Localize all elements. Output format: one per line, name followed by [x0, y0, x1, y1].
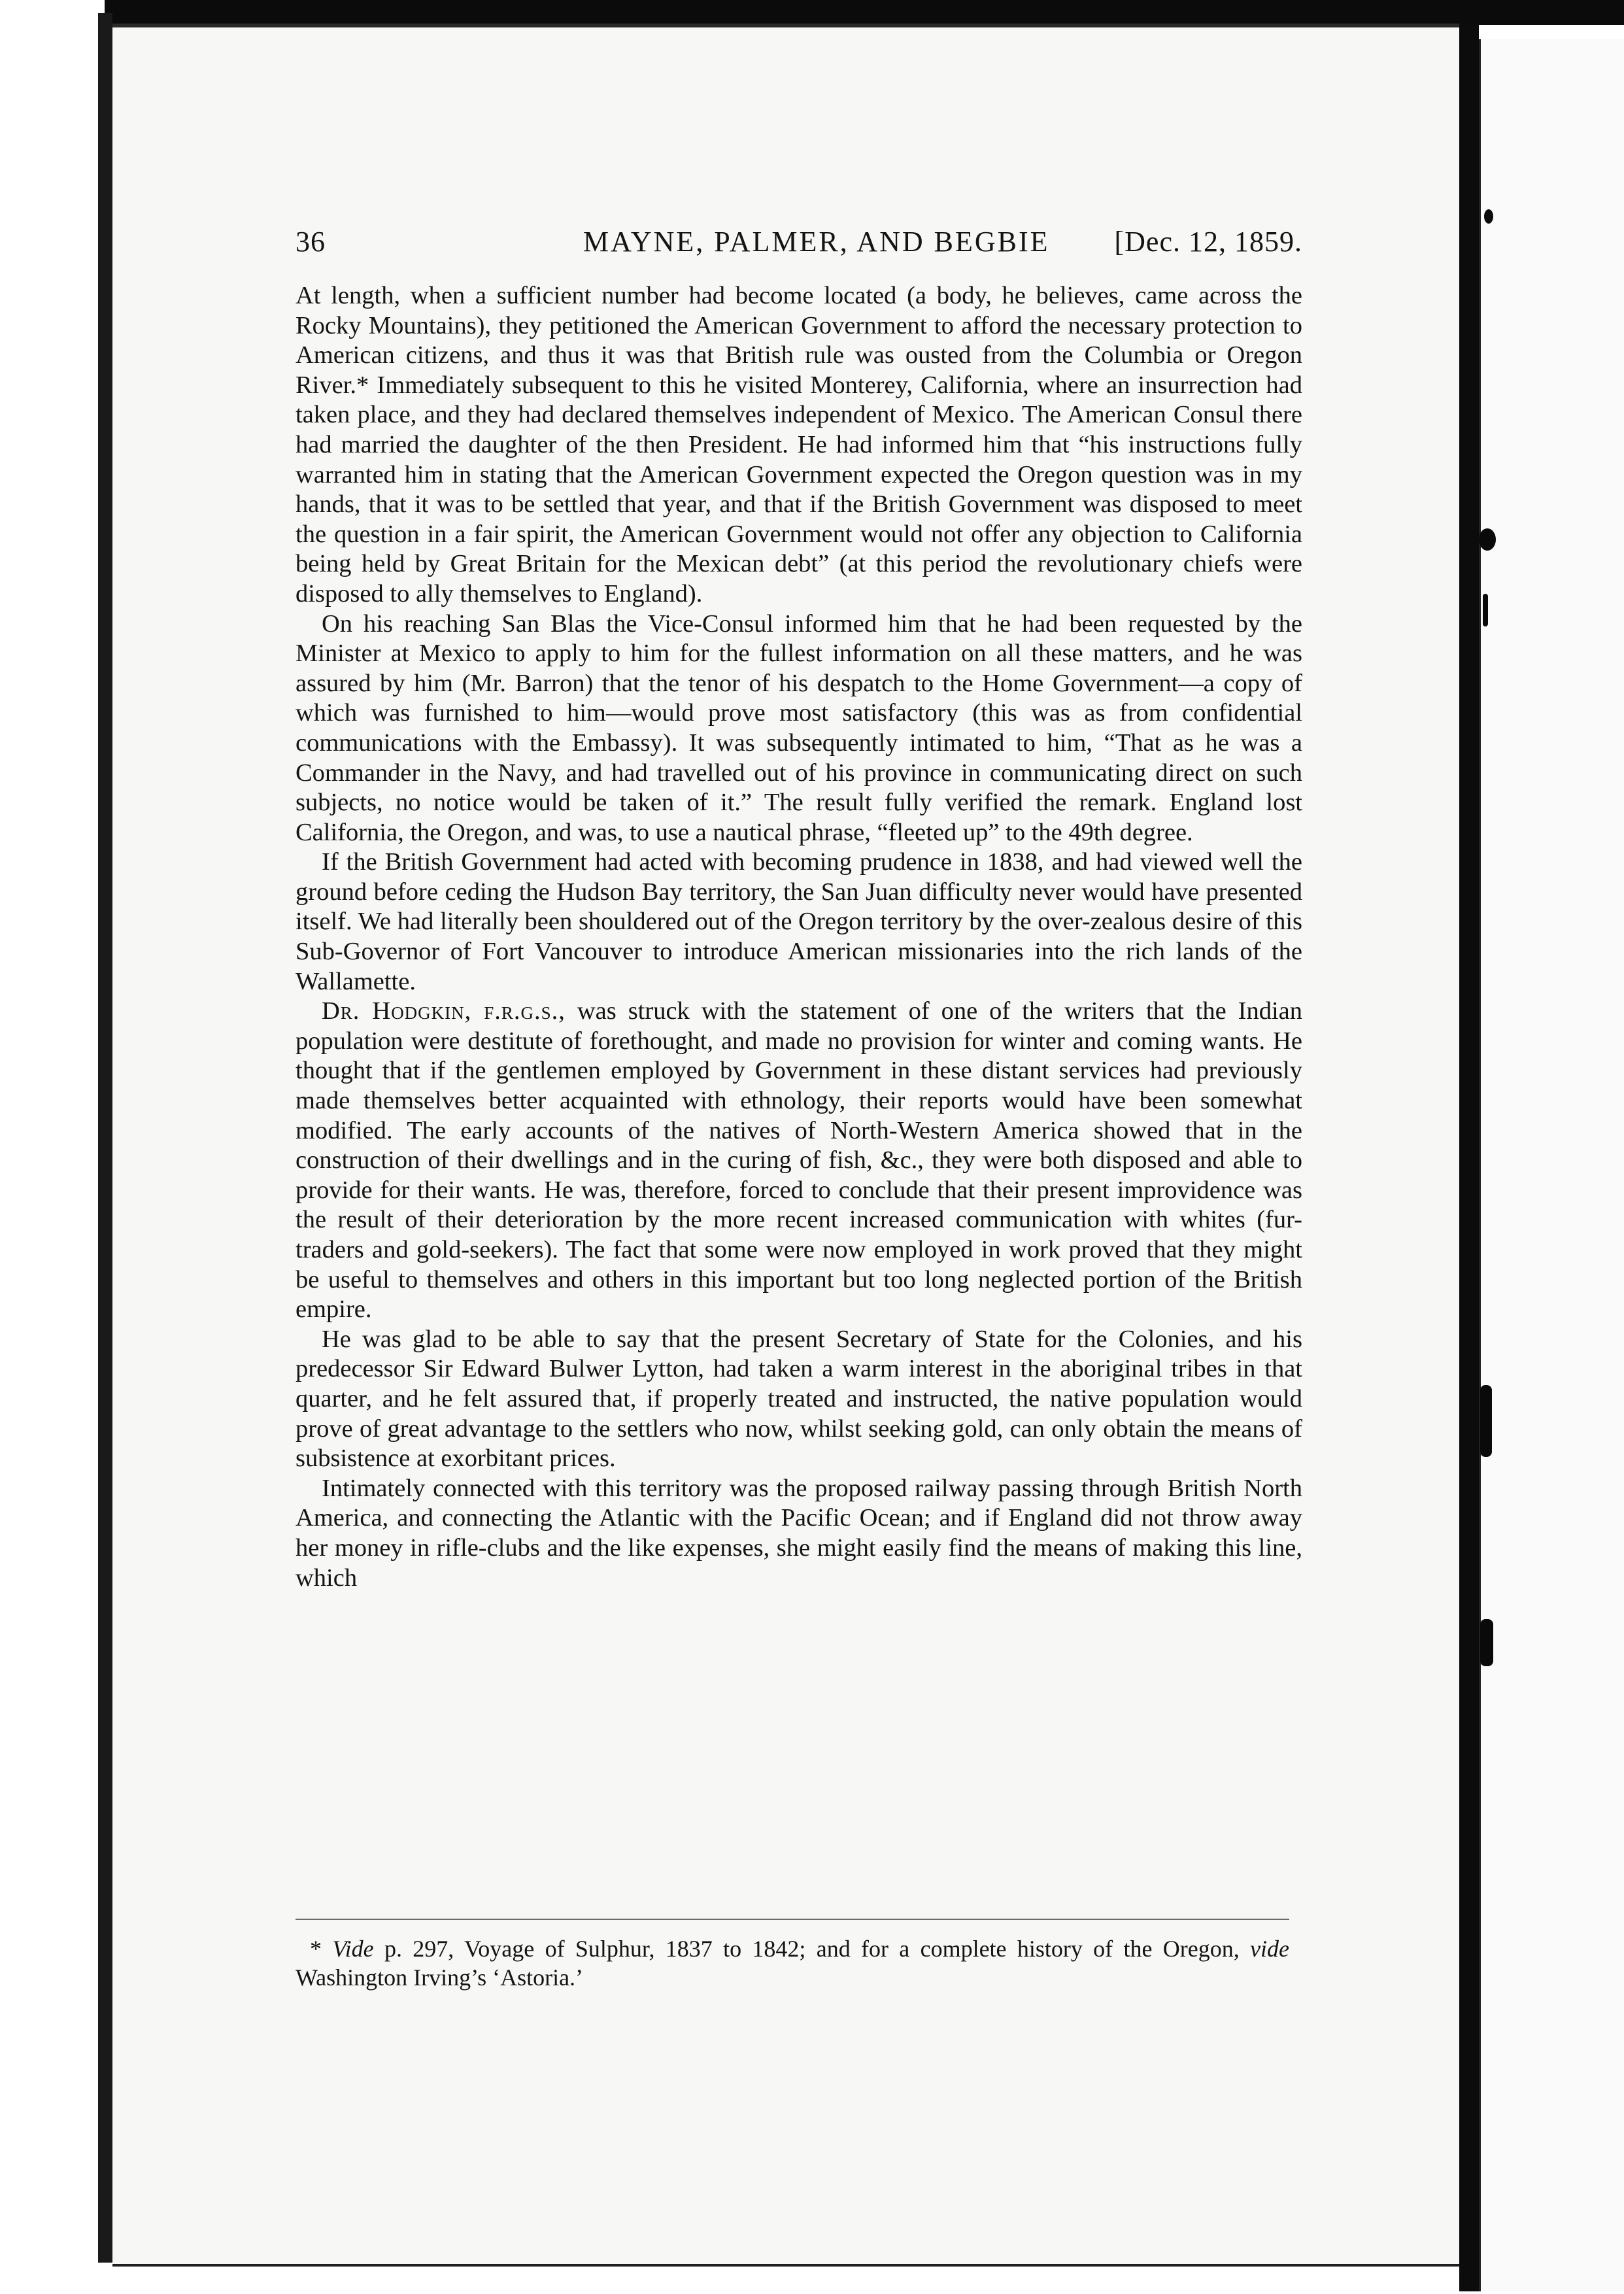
ink-speck: [1480, 1619, 1493, 1666]
ink-speck: [1480, 1385, 1492, 1457]
body-text: [296, 281, 1302, 1593]
paragraph: On his reaching San Blas the Vice-Consul informed him that he had been requested by the Minister at Mexico to apply to him for the fullest information on all these matters, and he was assured by him (Mr. Barron) that the tenor of his despatch to the Home Government—a copy of which was furnished to him—would prove most satisfactory (this was as from confidential communications with the Embassy). It was subsequently intimated to him, “That as he was a Commander in the Navy, and had travelled out of his province in communicating direct on such subjects, no notice would be taken of it.” The result fully verified the remark. England lost California, the Oregon, and was, to use a nautical phrase, “fleeted up” to the 49th degree.: [296, 609, 1302, 846]
footnote-text: p. 297, Voyage of Sulphur, 1837 to 1842; and for a complete history of the Oregon,: [384, 1936, 1240, 1962]
footnote-vide: vide: [1250, 1936, 1290, 1962]
running-title: MAYNE, PALMER, AND BEGBIE: [583, 226, 1050, 258]
page-number: 36: [296, 226, 326, 258]
scan-edge-bottom: [112, 2264, 1459, 2294]
paragraph: He was glad to be able to say that the present Secretary of State for the Colonies, and his predecessor Sir Edward Bulwer Lytton, had taken a warm interest in the aboriginal tribes in that quarter, and he felt assured that, if properly treated and instructed, the native population would prove of great advantage to the settlers who now, whilst seeking gold, can only obtain the means of subsistence at exorbitant prices.: [296, 1325, 1302, 1473]
paragraph: Intimately connected with this territory was the proposed railway passing through British North America, and connecting the Atlantic with the Pacific Ocean; and if England did not throw away her money in rifle-clubs and the like expenses, she might easily find the means of making this line, which: [296, 1474, 1302, 1592]
footnote-rule: [296, 1919, 1289, 1920]
paragraph-text: was struck with the statement of one of the writers that the Indian population were destitute of forethought, and made no provision for winter and coming wants. He thought that if the gentlemen employed by Government in these distant services had previously made themselves better acquainted with ethnology, their reports would have been somewhat modified. The early accounts of the natives of North-Western America showed that in the construction of their dwellings and in the curing of fish, &c., they were both disposed and able to provide for their wants. He was, therefore, forced to conclude that their present improvidence was the result of their deterioration by the more recent increased communication with whites (fur-traders and gold-seekers). The fact that some were now employed in work proved that they might be useful to themselves and others in this important but too long neglected portion of the British empire.: [296, 997, 1303, 1324]
speaker-name: Dr. Hodgkin, f.r.g.s.,: [322, 997, 566, 1025]
page-gutter-right: [1459, 24, 1479, 2291]
ink-speck: [1484, 209, 1493, 224]
paragraph-hodgkin: [296, 997, 1302, 1325]
scan-margin-left: [0, 0, 105, 2291]
page-binding-edge: [98, 13, 112, 2263]
footnote: [296, 1934, 1289, 1992]
scan-edge-top: [105, 0, 1624, 25]
next-page-edge: [1479, 39, 1624, 2291]
ink-speck: [1483, 594, 1488, 626]
running-head: [296, 220, 1302, 265]
paragraph: If the British Government had acted with becoming prudence in 1838, and had viewed well the ground before ceding the Hudson Bay territory, the San Juan difficulty never would have presented itself. We had literally been shouldered out of the Oregon territory by the over-zealous desire of this Sub-Governor of Fort Vancouver to introduce American missionaries into the rich lands of the Wallamette.: [296, 848, 1302, 995]
footnote-text: Washington Irving’s ‘Astoria.’: [296, 1964, 584, 1991]
footnote-mark: *: [310, 1936, 322, 1962]
paragraph: At length, when a sufficient number had become located (a body, he believes, came across the Rocky Mountains), they petitioned the American Government to afford the necessary protection to American citizens, and thus it was that British rule was ousted from the Columbia or Oregon River.* Immediately subsequent to this he visited Monterey, California, where an insurrection had taken place, and they had declared themselves independent of Mexico. The American Consul there had married the daughter of the then President. He had informed him that “his instructions fully warranted him in stating that the American Government expected the Oregon question was in my hands, that it was to be settled that year, and that if the British Government was disposed to meet the question in a fair spirit, the American Government would not offer any objection to California being held by Great Britain for the Mexican debt” (at this period the revolutionary chiefs were disposed to ally themselves to England).: [296, 282, 1302, 608]
running-date: [Dec. 12, 1859.: [1114, 226, 1302, 258]
footnote-vide: Vide: [332, 1936, 374, 1962]
ink-speck: [1479, 528, 1496, 551]
